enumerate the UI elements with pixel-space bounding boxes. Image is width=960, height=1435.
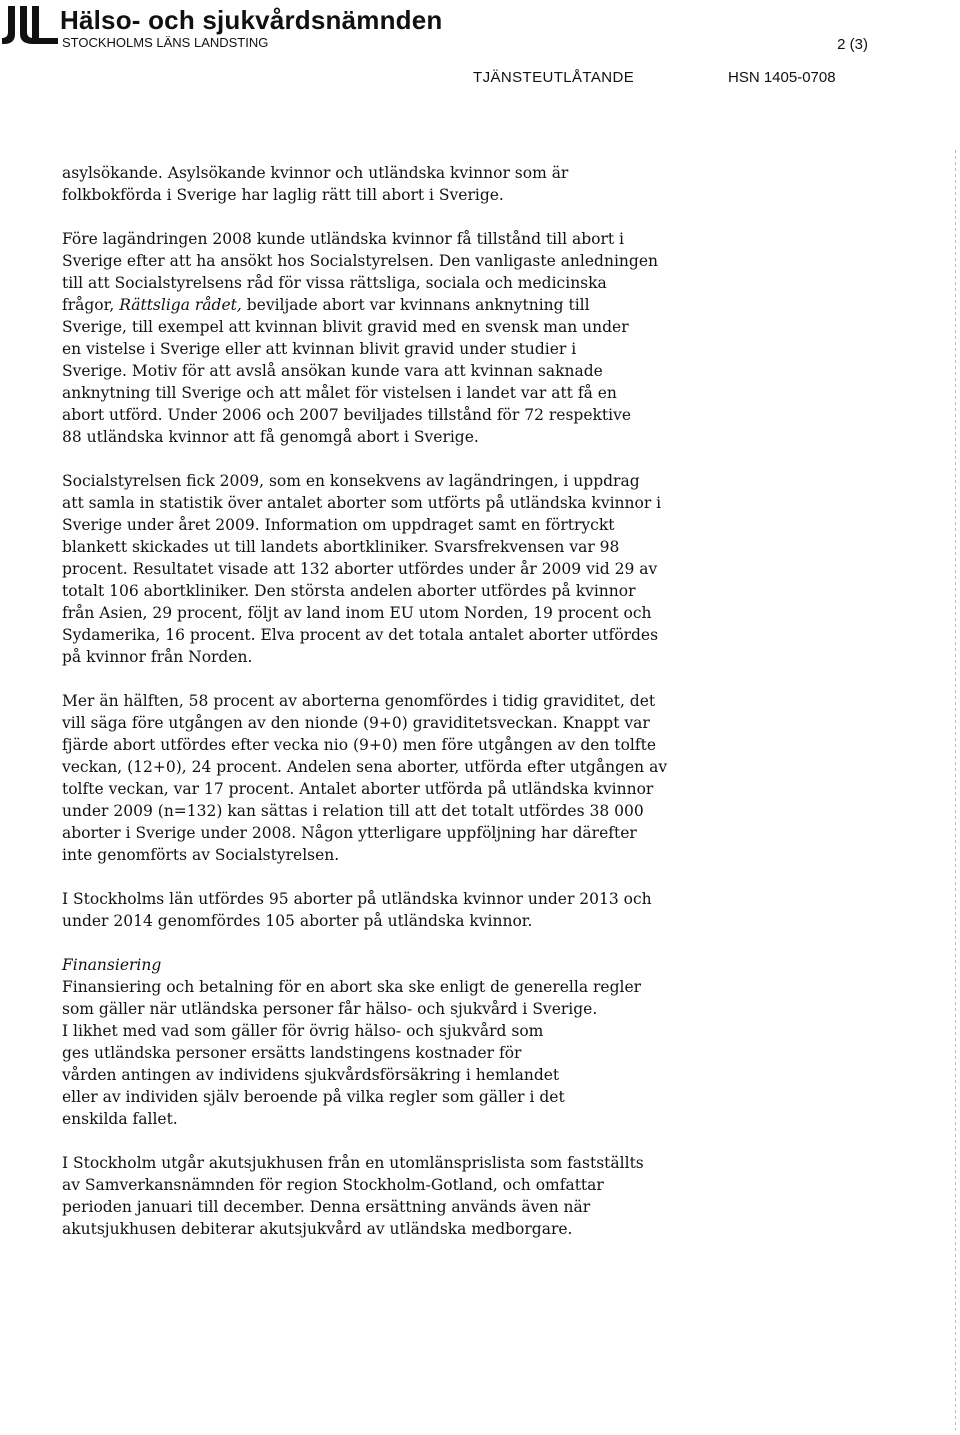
text-line: I Stockholm utgår akutsjukhusen från en utomlänsprislista som fastställts (62, 1154, 644, 1172)
page-number: 2 (3) (837, 36, 868, 53)
text-line: abort utförd. Under 2006 och 2007 beviljades tillstånd för 72 respektive (62, 406, 632, 424)
paragraph (62, 690, 722, 866)
text-line: 88 utländska kvinnor att få genomgå abort i Sverige. (62, 428, 479, 446)
text-line: Socialstyrelsen fick 2009, som en konsekvens av lagändringen, i uppdrag (62, 472, 640, 490)
text-line: vill säga före utgången av den nionde (9+0) graviditetsveckan. Knappt var (62, 714, 650, 732)
text-line: vården antingen av individens sjukvårdsförsäkring i hemlandet (62, 1066, 560, 1084)
text-line: procent. Resultatet visade att 132 aborter utfördes under år 2009 vid 29 av (62, 560, 658, 578)
text-line: till att Socialstyrelsens råd för vissa rättsliga, sociala och medicinska (62, 274, 607, 292)
text-line: Sverige, till exempel att kvinnan blivit gravid med en svensk man under (62, 318, 629, 336)
paragraph (62, 888, 722, 932)
text-line: I Stockholms län utfördes 95 aborter på utländska kvinnor under 2013 och (62, 890, 652, 908)
text-line: I likhet med vad som gäller för övrig hälso- och sjukvård som (62, 1022, 544, 1040)
text-line: att samla in statistik över antalet aborter som utförts på utländska kvinnor i (62, 494, 662, 512)
organization-subtitle: STOCKHOLMS LÄNS LANDSTING (62, 35, 269, 50)
paragraph (62, 228, 722, 448)
text-line: Sverige. Motiv för att avslå ansökan kunde vara att kvinnan saknade (62, 362, 603, 380)
text-line: under 2009 (n=132) kan sättas i relation till att det totalt utfördes 38 000 (62, 802, 644, 820)
scan-edge-divider (955, 150, 956, 1430)
text-line: anknytning till Sverige och att målet för vistelsen i landet var att få en (62, 384, 617, 402)
italic-term: Rättsliga rådet, (119, 296, 242, 314)
text-line: inte genomförts av Socialstyrelsen. (62, 846, 340, 864)
text-line: från Asien, 29 procent, följt av land inom EU utom Norden, 19 procent och (62, 604, 652, 622)
text-line: Sverige under året 2009. Information om uppdraget samt en förtryckt (62, 516, 615, 534)
text-line: aborter i Sverige under 2008. Någon ytterligare uppföljning har därefter (62, 824, 637, 842)
text-line: ges utländska personer ersätts landstingens kostnader för (62, 1044, 522, 1062)
paragraph (62, 162, 722, 206)
document-body (62, 162, 722, 1240)
document-id: HSN 1405-0708 (728, 69, 836, 86)
paragraph (62, 954, 722, 1130)
text-line (62, 294, 722, 316)
text-line: asylsökande. Asylsökande kvinnor och utländska kvinnor som är (62, 164, 569, 182)
text-line: Finansiering och betalning för en abort ska ske enligt de generella regler (62, 978, 642, 996)
text-line: fjärde abort utfördes efter vecka nio (9+0) men före utgången av den tolfte (62, 736, 656, 754)
landsting-logo-icon (2, 4, 58, 48)
text-line: folkbokförda i Sverige har laglig rätt till abort i Sverige. (62, 186, 504, 204)
text-line: Före lagändringen 2008 kunde utländska kvinnor få tillstånd till abort i (62, 230, 624, 248)
section-heading: Finansiering (62, 956, 162, 974)
text-line: totalt 106 abortkliniker. Den största andelen aborter utfördes på kvinnor (62, 582, 636, 600)
text-line: veckan, (12+0), 24 procent. Andelen sena aborter, utförda efter utgången av (62, 758, 668, 776)
text-line: tolfte veckan, var 17 procent. Antalet aborter utförda på utländska kvinnor (62, 780, 654, 798)
text-line: blankett skickades ut till landets abortkliniker. Svarsfrekvensen var 98 (62, 538, 620, 556)
text-line: Sverige efter att ha ansökt hos Socialstyrelsen. Den vanligaste anledningen (62, 252, 658, 270)
text-line: Sydamerika, 16 procent. Elva procent av det totala antalet aborter utfördes (62, 626, 659, 644)
document-header (0, 0, 960, 100)
document-type: TJÄNSTEUTLÅTANDE (473, 69, 635, 86)
text-line: av Samverkansnämnden för region Stockholm-Gotland, och omfattar (62, 1176, 604, 1194)
text-line: som gäller när utländska personer får hälso- och sjukvård i Sverige. (62, 1000, 598, 1018)
paragraph (62, 470, 722, 668)
text-line: på kvinnor från Norden. (62, 648, 253, 666)
text-fragment: beviljade abort var kvinnans anknytning till (241, 296, 590, 314)
text-line: under 2014 genomfördes 105 aborter på utländska kvinnor. (62, 912, 533, 930)
text-line: Mer än hälften, 58 procent av aborterna genomfördes i tidig graviditet, det (62, 692, 656, 710)
text-line: en vistelse i Sverige eller att kvinnan blivit gravid under studier i (62, 340, 577, 358)
text-line: perioden januari till december. Denna ersättning används även när (62, 1198, 591, 1216)
text-line: eller av individen själv beroende på vilka regler som gäller i det (62, 1088, 565, 1106)
text-fragment: frågor, (62, 296, 120, 314)
text-line: enskilda fallet. (62, 1110, 178, 1128)
organization-title: Hälso- och sjukvårdsnämnden (60, 5, 443, 35)
paragraph (62, 1152, 722, 1240)
text-line: akutsjukhusen debiterar akutsjukvård av utländska medborgare. (62, 1220, 573, 1238)
